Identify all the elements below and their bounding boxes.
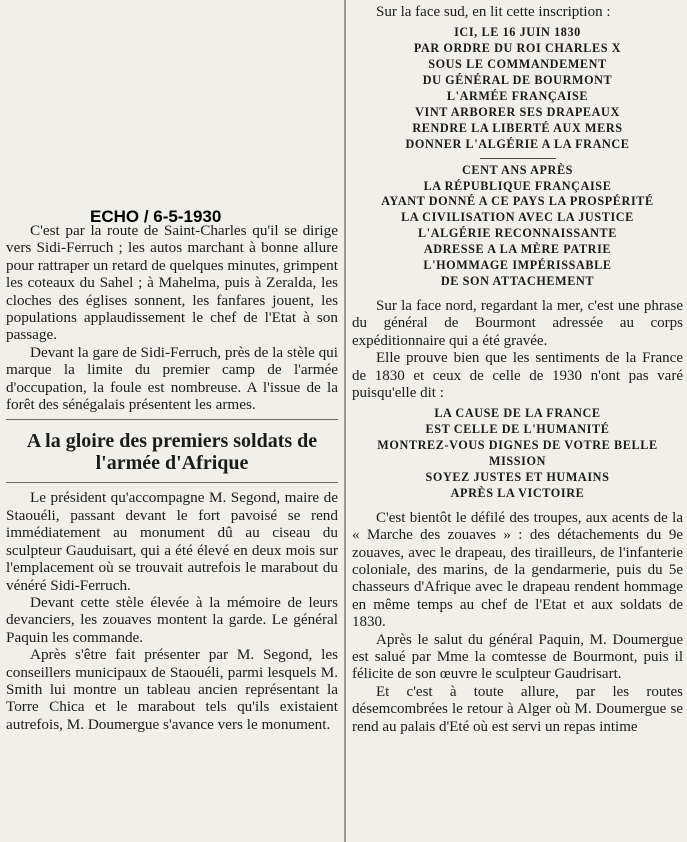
article-paragraph: C'est bientôt le défilé des troupes, aux acents de la « Marche des zouaves » : des détachements du 9e zouaves, avec le drapeau, des tirailleurs, de l'infanterie coloniale, des marins, de la gendarmerie, puis du 5e chasseurs d'Afrique avec le drapeau rendent hommage en même temps au chef de l'Etat et aux soldats de 1830.: [352, 509, 683, 631]
inscription-north: [352, 406, 683, 501]
inscription-line: DONNER L'ALGÉRIE A LA FRANCE: [405, 136, 630, 151]
inscription-line: ICI, LE 16 JUIN 1830: [454, 25, 581, 40]
article-paragraph: Le président qu'accompagne M. Segond, maire de Staouéli, passant devant le fort pavoisé se rend immédiatement au monument dû au ciseau du sculpteur Gauduisart, qui a été élevé en deux mois sur l'emplacement où se trouvait autrefois le marabout du vénéré Sidi-Ferruch.: [6, 489, 338, 594]
right-column-content: [352, 4, 683, 736]
article-paragraph: Devant cette stèle élevée à la mémoire de leurs devanciers, les zouaves montent la garde. Le général Paquin les commande.: [6, 593, 338, 646]
inscription-line: L'ALGÉRIE RECONNAISSANTE: [418, 226, 617, 241]
inscription-line: VINT ARBORER SES DRAPEAUX: [415, 104, 620, 119]
article-paragraph: Devant la gare de Sidi-Ferruch, près de la stèle qui marque la limite du premier camp de l'armée d'occupation, la foule est nombreuse. A l'issue de la forêt des sénégalais présentent les armes.: [6, 343, 338, 414]
inscription-south: [352, 25, 683, 152]
inscription-line: LA RÉPUBLIQUE FRANÇAISE: [423, 178, 612, 193]
headline-rule-top: [6, 419, 338, 420]
article-headline: A la gloire des premiers soldats de l'armée d'Afrique: [26, 430, 318, 475]
inscription-line: L'ARMÉE FRANÇAISE: [446, 89, 589, 104]
inscription-line: SOYEZ JUSTES ET HUMAINS: [425, 469, 610, 484]
inscription-line: EST CELLE DE L'HUMANITÉ: [425, 422, 610, 437]
source-label: ECHO / 6-5-1930: [90, 207, 222, 226]
inscription-line: PAR ORDRE DU ROI CHARLES X: [413, 41, 622, 56]
inscription-line: LA CAUSE DE LA FRANCE: [434, 406, 601, 421]
article-paragraph: Après s'être fait présenter par M. Segond, les conseillers municipaux de Staouéli, parmi lesquels M. Smith lui montre un tableau ancien représentant la Torre Chica et le marabout tels qu'ils existaient autrefois, M. Doumergue s'avance vers le monument.: [6, 646, 338, 733]
inscription-line: AYANT DONNÉ A CE PAYS LA PROSPÉRITÉ: [381, 194, 654, 209]
article-paragraph: C'est par la route de Saint-Charles qu'il se dirige vers Sidi-Ferruch ; les autos marchant à bonne allure pour rattraper un retard de quelques minutes, grimpent les coteaux du Sahel ; à Mahelma, puis à Zeralda, les cloches des églises sonnent, les fanfares jouent, les populations applaudissement le chef de l'Etat à son passage.: [6, 222, 338, 344]
article-paragraph: Et c'est à toute allure, par les routes désemcombrées le retour à Alger où M. Doumergue se rend au palais d'Eté où est servi un repas intime: [352, 683, 683, 735]
article-paragraph: Sur la face sud, en lit cette inscription :: [376, 4, 611, 20]
inscription-line: DU GÉNÉRAL DE BOURMONT: [422, 73, 613, 88]
inscription-south-second: [352, 163, 683, 290]
right-column: [348, 0, 687, 842]
inscription-line: DE SON ATTACHEMENT: [440, 274, 595, 288]
inscription-line: MONTREZ-VOUS DIGNES DE VOTRE BELLE: [377, 438, 658, 453]
inscription-line: CENT ANS APRÈS: [461, 162, 574, 177]
left-column-content: [6, 208, 338, 733]
article-paragraph: Après le salut du général Paquin, M. Doumergue est salué par Mme la comtesse de Bourmont, puis il félicite de son œuvre le sculpteur Gaudrisart.: [352, 631, 683, 683]
inscription-line: RENDRE LA LIBERTÉ AUX MERS: [412, 120, 623, 135]
inscription-line: ADRESSE A LA MÈRE PATRIE: [423, 242, 612, 257]
headline-rule-bottom: [6, 482, 338, 483]
article-paragraph: Elle prouve bien que les sentiments de la France de 1830 et ceux de celle de 1930 n'ont pas varé puisqu'elle dit :: [352, 350, 683, 401]
inscription-line: L'HOMMAGE IMPÉRISSABLE: [423, 258, 612, 273]
column-divider: [344, 0, 346, 842]
inscription-line: LA CIVILISATION AVEC LA JUSTICE: [401, 210, 634, 225]
article-paragraph: Sur la face nord, regardant la mer, c'est une phrase du général de Bourmont adressée au corps expéditionnaire qui a été gravée.: [352, 297, 683, 349]
inscription-line: SOUS LE COMMANDEMENT: [428, 57, 607, 72]
inscription-line: APRÈS LA VICTOIRE: [450, 485, 585, 500]
inscription-line: MISSION: [488, 454, 547, 469]
inscription-divider: [480, 158, 556, 159]
